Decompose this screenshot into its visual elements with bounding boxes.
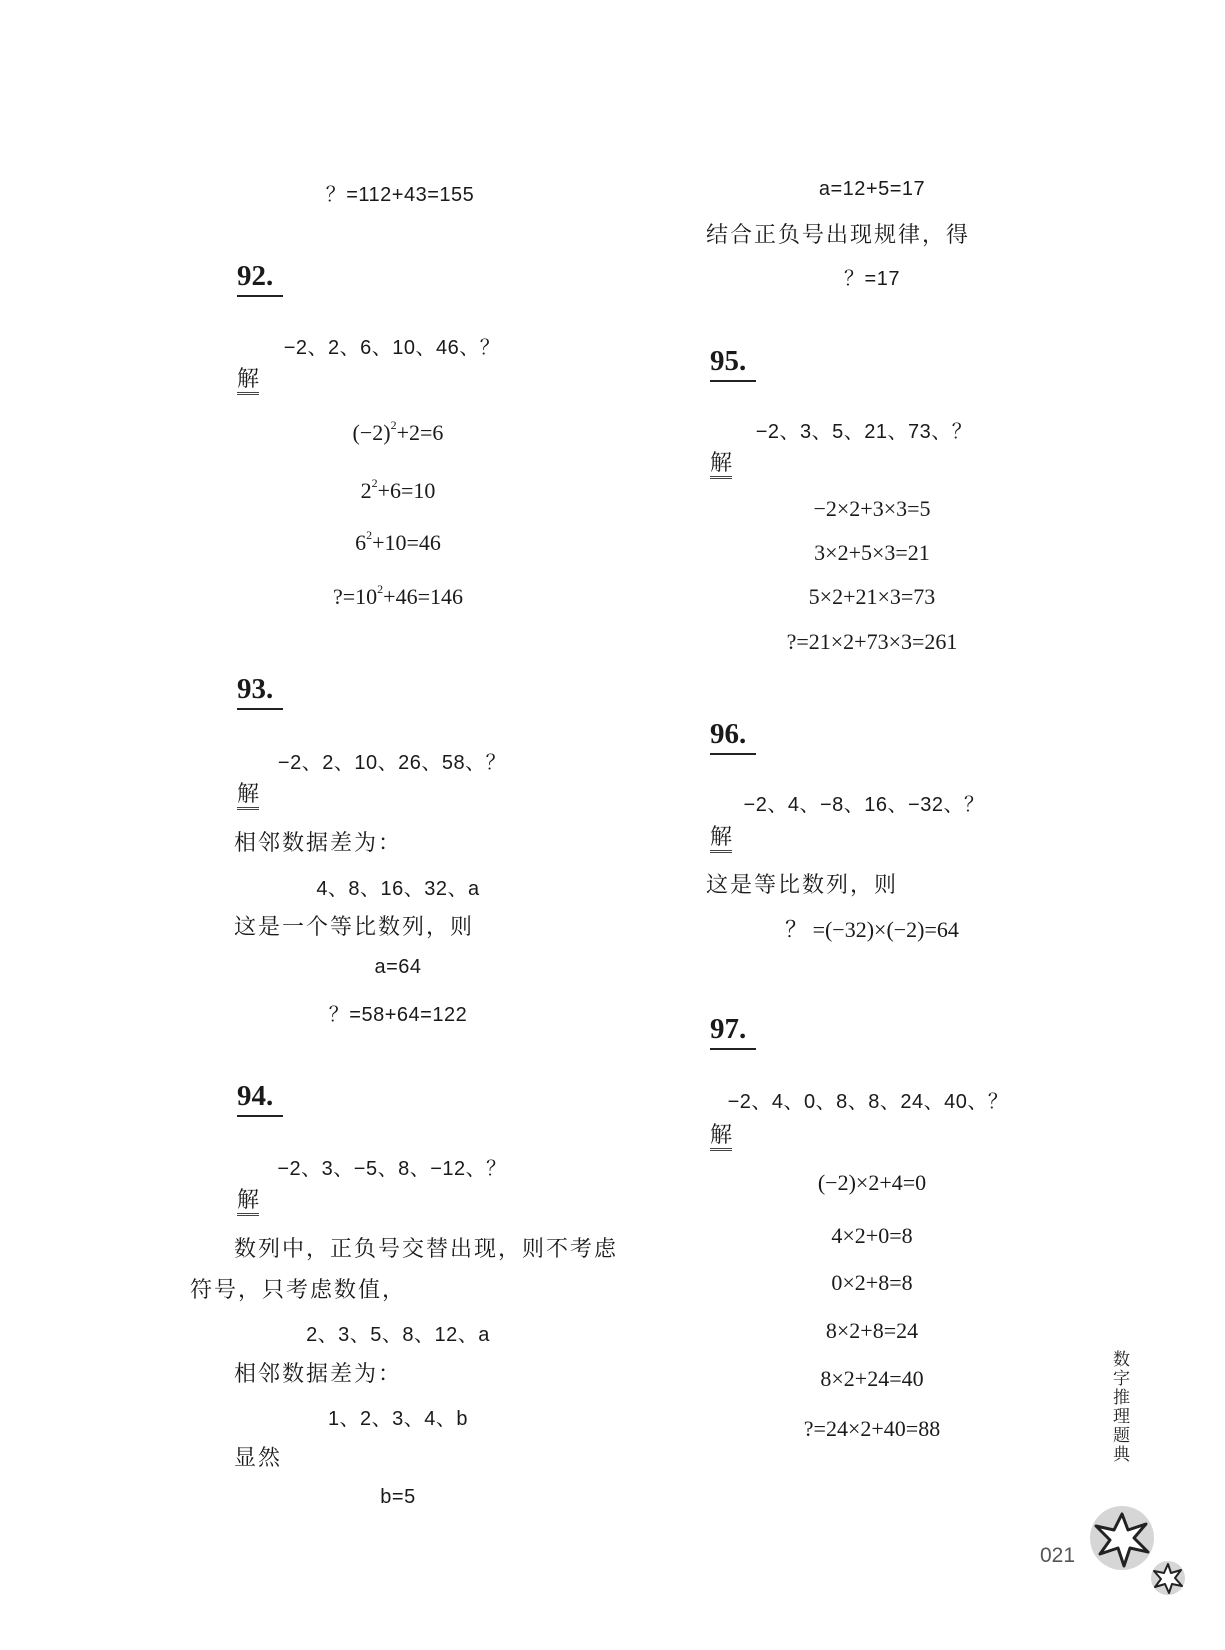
question-96-line-1: 这是等比数列，则 [706,873,899,898]
question-97-equation-4: 8×2+8=24 [825,1318,919,1343]
small-star-burst-icon [1147,1558,1189,1598]
question-94-line-4: 相邻数据差为： [234,1362,403,1387]
question-92-sequence: −2、2、6、10、46、？ [283,337,501,359]
question-96-number: 96. [710,718,756,755]
carry-over-line-1: a=12+5=17 [818,178,926,200]
question-97-solution-label: 解 [710,1124,732,1151]
question-97-equation-3: 0×2+8=8 [831,1270,913,1295]
carry-over-line-2: 结合正负号出现规律，得 [706,223,971,248]
question-93-solution-label: 解 [237,783,259,810]
question-93-line-2: 4、8、16、32、a [316,878,480,900]
page-number: 021 [1040,1544,1076,1567]
question-94-line-1: 数列中，正负号交替出现，则不考虑 [234,1237,619,1262]
question-96-equation: ？ =(−32)×(−2)=64 [785,917,959,942]
question-95-equation-2: 3×2+5×3=21 [814,540,930,565]
question-93-line-4: a=64 [374,956,422,978]
question-94-number: 94. [237,1080,283,1117]
side-book-title: 数字推理题典 [1109,1350,1129,1464]
question-92-equation-4: $?=10^2+46=146$ [333,582,463,609]
question-97-equation-1: (−2)×2+4=0 [817,1170,927,1195]
question-93-number: 93. [237,673,283,710]
question-92-number: 92. [237,260,283,297]
question-95-equation-4: ?=21×2+73×3=261 [786,629,958,654]
question-97-equation-6: ?=24×2+40=88 [803,1416,941,1441]
question-97-equation-5: 8×2+24=40 [820,1366,924,1391]
question-95-sequence: −2、3、5、21、73、？ [755,421,973,443]
question-95-solution-label: 解 [710,452,732,479]
question-94-line-3: 2、3、5、8、12、a [306,1324,490,1346]
question-94-line-5: 1、2、3、4、b [327,1408,469,1430]
question-95-equation-3: 5×2+21×3=73 [808,584,936,609]
question-93-line-3: 这是一个等比数列，则 [234,915,475,940]
question-94-line-2: 符号，只考虑数值， [190,1278,407,1303]
question-93-sequence: −2、2、10、26、58、？ [277,752,507,774]
question-92-equation-1: $(-2)^2+2=6$ [352,418,444,445]
question-92-equation-2: $2^2+6=10$ [360,476,436,503]
question-93-line-1: 相邻数据差为： [234,831,403,856]
question-93-line-5: ？=58+64=122 [328,1004,468,1026]
question-94-line-6: 显然 [234,1446,283,1471]
carry-over-line-3: ？=17 [844,268,900,290]
question-92-equation-3: $6^2+10=46$ [355,528,441,555]
question-94-line-7: b=5 [380,1486,416,1508]
question-96-sequence: −2、4、−8、16、−32、？ [743,794,985,816]
question-92-solution-label: 解 [237,368,259,395]
question-96-solution-label: 解 [710,826,732,853]
carry-over-result: ？=112+43=155 [325,184,475,206]
question-97-number: 97. [710,1013,756,1050]
question-94-sequence: −2、3、−5、8、−12、？ [277,1158,507,1180]
question-95-equation-1: −2×2+3×3=5 [813,496,931,521]
question-95-number: 95. [710,345,756,382]
question-94-solution-label: 解 [237,1189,259,1216]
question-97-equation-2: 4×2+0=8 [831,1223,913,1248]
question-97-sequence: −2、4、0、8、8、24、40、？ [727,1091,1009,1113]
